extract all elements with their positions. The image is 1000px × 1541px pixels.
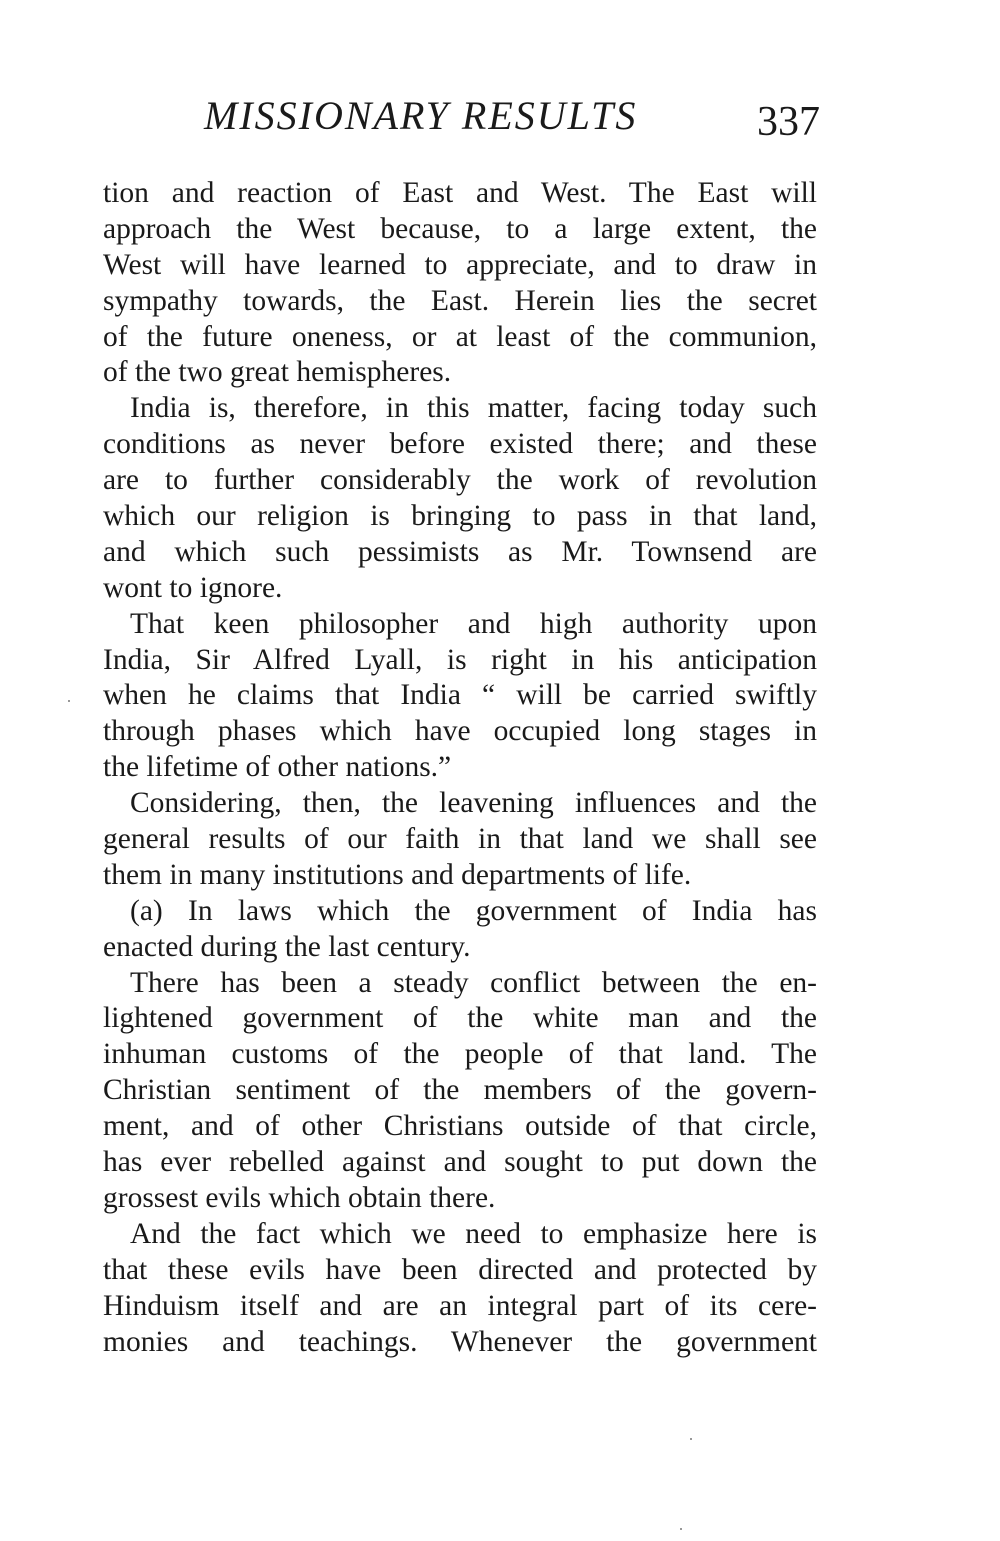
body-text xyxy=(103,176,817,1360)
text-line: India is, therefore, in this matter, facing today such xyxy=(130,392,817,425)
text-line: when he claims that India “ will be carried swiftly xyxy=(103,679,817,712)
text-line: are to further considerably the work of revolution xyxy=(103,464,817,497)
text-line: sympathy towards, the East. Herein lies the secret xyxy=(103,284,817,317)
text-line: the lifetime of other nations.” xyxy=(103,751,452,784)
text-line: conditions as never before existed there; and these xyxy=(103,428,817,461)
text-line: Hinduism itself and are an integral part of its cere- xyxy=(103,1289,817,1322)
text-line: of the future oneness, or at least of the communion, xyxy=(103,320,817,353)
text-line: enacted during the last century. xyxy=(103,930,471,963)
text-line: monies and teachings. Whenever the government xyxy=(103,1325,817,1358)
text-line: West will have learned to appreciate, and to draw in xyxy=(103,248,817,281)
paper-speck xyxy=(680,1528,682,1530)
text-line: through phases which have occupied long stages in xyxy=(103,715,817,748)
text-line: and which such pessimists as Mr. Townsend are xyxy=(103,535,817,568)
text-line: them in many institutions and departments of life. xyxy=(103,858,692,891)
paper-speck xyxy=(68,700,70,702)
text-line: that these evils have been directed and protected by xyxy=(103,1253,817,1286)
text-line: wont to ignore. xyxy=(103,571,283,604)
text-line: tion and reaction of East and West. The East will xyxy=(103,177,817,209)
text-line: lightened government of the white man and the xyxy=(103,1002,817,1035)
text-line: Considering, then, the leavening influences and the xyxy=(130,787,817,820)
text-line: Christian sentiment of the members of the govern- xyxy=(103,1074,817,1107)
text-line: There has been a steady conflict between the en- xyxy=(130,966,817,999)
text-line: which our religion is bringing to pass in that land, xyxy=(103,500,817,533)
running-title: MISSIONARY RESULTS xyxy=(204,93,638,138)
paper-speck xyxy=(690,1438,692,1440)
text-line: India, Sir Alfred Lyall, is right in his anticipation xyxy=(103,643,817,676)
text-line: general results of our faith in that land we shall see xyxy=(103,823,817,856)
running-head xyxy=(200,92,820,152)
page-number: 337 xyxy=(757,99,820,145)
text-line: ment, and of other Christians outside of that circle, xyxy=(103,1110,817,1143)
text-line: grossest evils which obtain there. xyxy=(103,1181,496,1214)
text-line: of the two great hemispheres. xyxy=(103,356,452,389)
text-line: inhuman customs of the people of that land. The xyxy=(103,1038,817,1071)
text-line: (a) In laws which the government of India has xyxy=(130,894,817,927)
text-line: That keen philosopher and high authority upon xyxy=(130,607,817,640)
text-line: And the fact which we need to emphasize here is xyxy=(130,1217,817,1250)
text-line: has ever rebelled against and sought to put down the xyxy=(103,1146,817,1179)
text-line: approach the West because, to a large extent, the xyxy=(103,212,817,245)
